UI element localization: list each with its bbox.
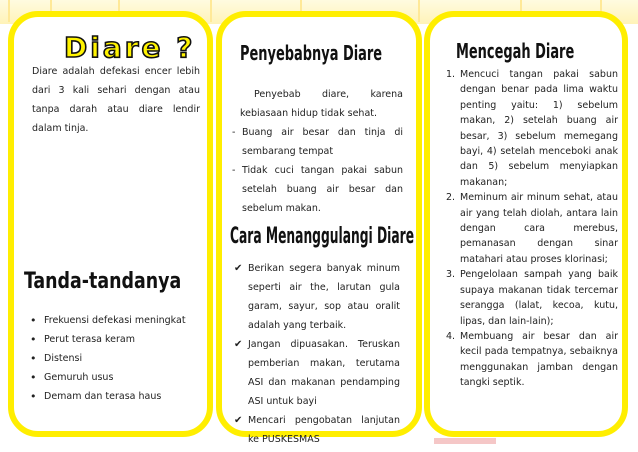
intro-text: Diare adalah defekasi encer lebih dari 3 kali sehari dengan atau tanpa darah atau diare lendir dalam tinja. [32, 66, 200, 134]
list-item: • Demam dan terasa haus [26, 387, 201, 406]
decor-stripe [8, 0, 10, 22]
list-item: 4. Membuang air besar dan air kecil pada tempatnya, sebaiknya menggunakan jamban dengan tangki septik. [446, 330, 618, 389]
list-item: 1. Mencuci tangan pakai sabun dengan benar pada lima waktu penting yaitu: 1) sebelum makan, 2) setelah buang air besar, 3) sebelum memegang bayi, 4) setelah menceboki anak dan 5) sebelum menyiapkan makanan; [446, 69, 618, 188]
treatment-title: Cara Menanggulangi Diare [230, 224, 415, 249]
prevention-list [446, 67, 618, 391]
list-item: • Gemuruh usus [26, 368, 201, 387]
decor-stripe [210, 0, 212, 22]
cause-intro: Penyebab diare, karena kebiasaan hidup tidak sehat. [240, 89, 403, 119]
decor-stripe [418, 0, 420, 22]
list-item: • Distensi [26, 349, 201, 368]
list-item: ✔ Mencari pengobatan lanjutan ke PUSKESMAS [232, 411, 400, 449]
list-item: - Buang air besar dan tinja di sembarang tempat [232, 123, 403, 161]
list-item: 2. Meminum air minum sehat, atau air yang telah diolah, antara lain dengan cara merebus, pemanasan dengan sinar matahari atau proses klorinasi; [446, 192, 618, 265]
symptoms-title: Tanda-tandanya [24, 269, 182, 294]
list-item: • Perut terasa keram [26, 330, 201, 349]
panel1-title: Diare ? [64, 31, 196, 64]
causes-title: Penyebabnya Diare [240, 41, 383, 65]
panel-prevention [424, 11, 628, 437]
list-item: 3. Pengelolaan sampah yang baik supaya makanan tidak tercemar serangga (lalat, kecoa, kutu, lipas, dan lain-lain); [446, 269, 618, 327]
symptoms-list [26, 311, 201, 406]
panel-what-is-diarrhea [8, 11, 213, 437]
list-item: - Tidak cuci tangan pakai sabun setelah buang air besar dan sebelum makan. [232, 161, 403, 218]
list-item: ✔ Jangan dipuasakan. Teruskan pemberian makan, terutama ASI dan makanan pendamping ASI untuk bayi [232, 335, 400, 411]
treatment-list [232, 259, 400, 449]
causes-list [232, 123, 403, 218]
list-item: ✔ Berikan segera banyak minum seperti air the, larutan gula garam, sayur, sop atau oralit adalah yang terbaik. [232, 259, 400, 335]
highlight-mark [434, 438, 496, 444]
list-item: • Frekuensi defekasi meningkat [26, 311, 201, 330]
prevention-title: Mencegah Diare [456, 39, 575, 63]
panel-causes [216, 11, 422, 445]
